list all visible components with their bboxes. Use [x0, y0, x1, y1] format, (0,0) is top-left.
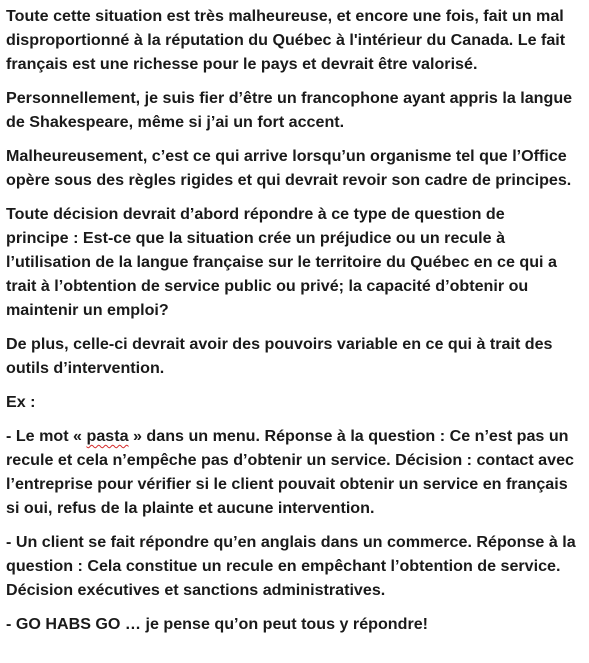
- paragraph-de-plus: [6, 332, 586, 380]
- text-line: question : Cela constitue un recule en empêchant l’obtention de service.: [6, 557, 561, 575]
- text-line: Toute décision devrait d’abord répondre à ce type de question de: [6, 205, 505, 223]
- text-line: outils d’intervention.: [6, 359, 165, 377]
- paragraph-decision: [6, 202, 586, 322]
- text-line: recule et cela n’empêche pas d’obtenir un service. Décision : contact avec: [6, 451, 574, 469]
- text-line: de Shakespeare, même si j’ai un fort accent.: [6, 113, 345, 131]
- text-line: maintenir un emploi?: [6, 301, 169, 319]
- text-line: disproportionné à la réputation du Québec à l'intérieur du Canada. Le fait: [6, 31, 566, 49]
- spellcheck-flagged-word[interactable]: pasta: [86, 427, 129, 445]
- text-line: Décision exécutives et sanctions administratives.: [6, 581, 386, 599]
- paragraph-example-pasta: [6, 424, 586, 520]
- text-line: Toute cette situation est très malheureuse, et encore une fois, fait un mal: [6, 7, 564, 25]
- text-line: Ex :: [6, 393, 36, 411]
- text-line: Malheureusement, c’est ce qui arrive lorsqu’un organisme tel que l’Office: [6, 147, 567, 165]
- paragraph-go-habs-go: [6, 612, 586, 636]
- paragraph-personnellement: [6, 86, 586, 134]
- text-line: - Un client se fait répondre qu’en anglais dans un commerce. Réponse à la: [6, 533, 576, 551]
- text-line: Personnellement, je suis fier d’être un francophone ayant appris la langue: [6, 89, 573, 107]
- text-fragment: » dans un menu. Réponse à la question : Ce n’est pas un: [128, 427, 569, 445]
- paragraph-example-client: [6, 530, 586, 602]
- paragraph-malheureusement: [6, 144, 586, 192]
- text-line: [6, 427, 569, 445]
- text-line: principe : Est-ce que la situation crée un préjudice ou un recule à: [6, 229, 506, 247]
- document-body: [6, 4, 586, 646]
- text-line: trait à l’obtention de service public ou privé; la capacité d’obtenir ou: [6, 277, 529, 295]
- text-line: l’entreprise pour vérifier si le client pouvait obtenir un service en français: [6, 475, 568, 493]
- paragraph-ex: [6, 390, 586, 414]
- paragraph-situation: [6, 4, 586, 76]
- text-line: - GO HABS GO … je pense qu’on peut tous y répondre!: [6, 615, 429, 633]
- text-line: si oui, refus de la plainte et aucune intervention.: [6, 499, 375, 517]
- text-line: De plus, celle-ci devrait avoir des pouvoirs variable en ce qui à trait des: [6, 335, 553, 353]
- text-fragment: - Le mot «: [6, 427, 87, 445]
- text-line: l’utilisation de la langue française sur le territoire du Québec en ce qui a: [6, 253, 557, 271]
- text-line: français est une richesse pour le pays et devrait être valorisé.: [6, 55, 478, 73]
- text-line: opère sous des règles rigides et qui devrait revoir son cadre de principes.: [6, 171, 572, 189]
